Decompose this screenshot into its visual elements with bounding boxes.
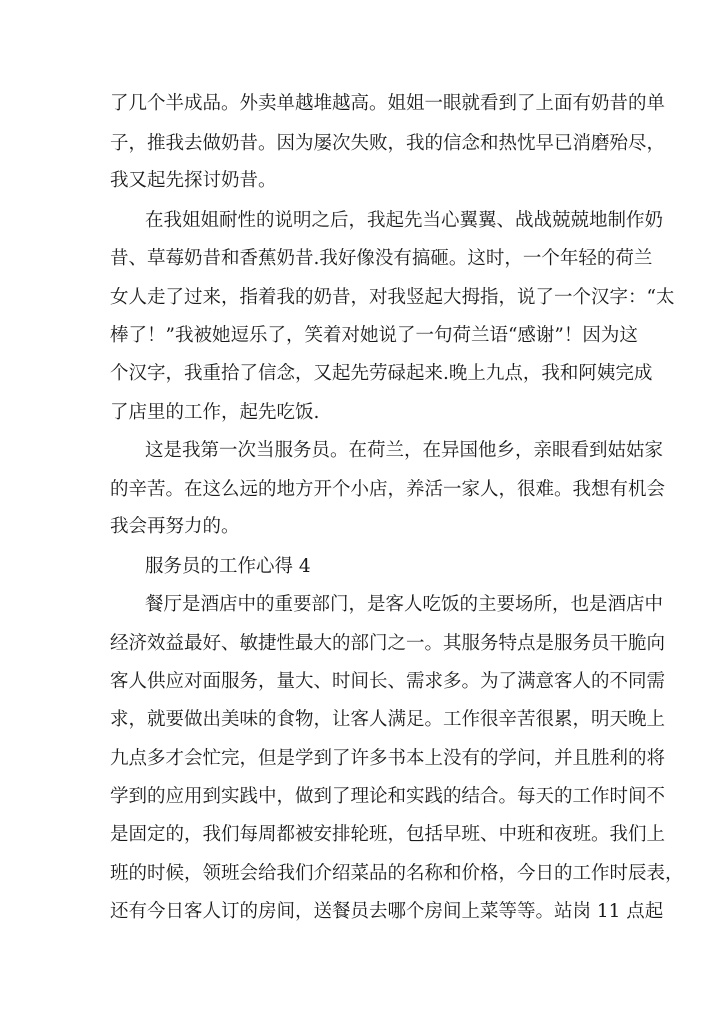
text-line: 了几个半成品。外卖单越堆越高。姐姐一眼就看到了上面有奶昔的单 bbox=[110, 93, 666, 114]
text-line: 求，就要做出美味的食物，让客人满足。工作很辛苦很累，明天晚上 bbox=[110, 709, 666, 730]
text-line: 学到的应用到实践中，做到了理论和实践的结合。每天的工作时间不 bbox=[110, 786, 666, 807]
text-line: 棒了！”我被她逗乐了，笑着对她说了一句荷兰语“感谢”！因为这 bbox=[110, 325, 638, 346]
text-line: 我会再努力的。 bbox=[110, 516, 240, 537]
paragraph-first-line: 这是我第一次当服务员。在荷兰，在异国他乡，亲眼看到姑姑家 bbox=[145, 440, 664, 461]
text-line: 九点多才会忙完，但是学到了许多书本上没有的学问，并且胜利的将 bbox=[110, 748, 666, 769]
text-line: 的辛苦。在这么远的地方开个小店，养活一家人，很难。我想有机会 bbox=[110, 479, 666, 500]
paragraph-first-line: 在我姐姐耐性的说明之后，我起先当心翼翼、战战兢兢地制作奶 bbox=[145, 210, 664, 231]
text-line: 子，推我去做奶昔。因为屡次失败，我的信念和热忱早已消磨殆尽， bbox=[110, 133, 666, 154]
text-line: 个汉字，我重拾了信念，又起先劳碌起来.晚上九点，我和阿姨完成 bbox=[110, 363, 653, 384]
text-line: 经济效益最好、敏捷性最大的部门之一。其服务特点是服务员干脆向 bbox=[110, 633, 666, 654]
paragraph-first-line: 餐厅是酒店中的重要部门，是客人吃饭的主要场所，也是酒店中 bbox=[145, 594, 664, 615]
section-heading: 服务员的工作心得 4 bbox=[145, 556, 311, 577]
text-line: 还有今日客人订的房间，送餐员去哪个房间上菜等等。站岗 11 点起 bbox=[110, 901, 664, 922]
text-line: 昔、草莓奶昔和香蕉奶昔.我好像没有搞砸。这时，一个年轻的荷兰 bbox=[110, 248, 653, 269]
text-line: 了店里的工作，起先吃饭. bbox=[110, 402, 320, 423]
text-line: 班的时候，领班会给我们介绍菜品的名称和价格，今日的工作时辰表， bbox=[110, 863, 684, 884]
text-line: 我又起先探讨奶昔。 bbox=[110, 170, 277, 191]
text-line: 是固定的，我们每周都被安排轮班，包括早班、中班和夜班。我们上 bbox=[110, 824, 666, 845]
text-line: 女人走了过来，指着我的奶昔，对我竖起大拇指，说了一个汉字：“太 bbox=[110, 287, 675, 308]
text-line: 客人供应对面服务，量大、时间长、需求多。为了满意客人的不同需 bbox=[110, 671, 666, 692]
